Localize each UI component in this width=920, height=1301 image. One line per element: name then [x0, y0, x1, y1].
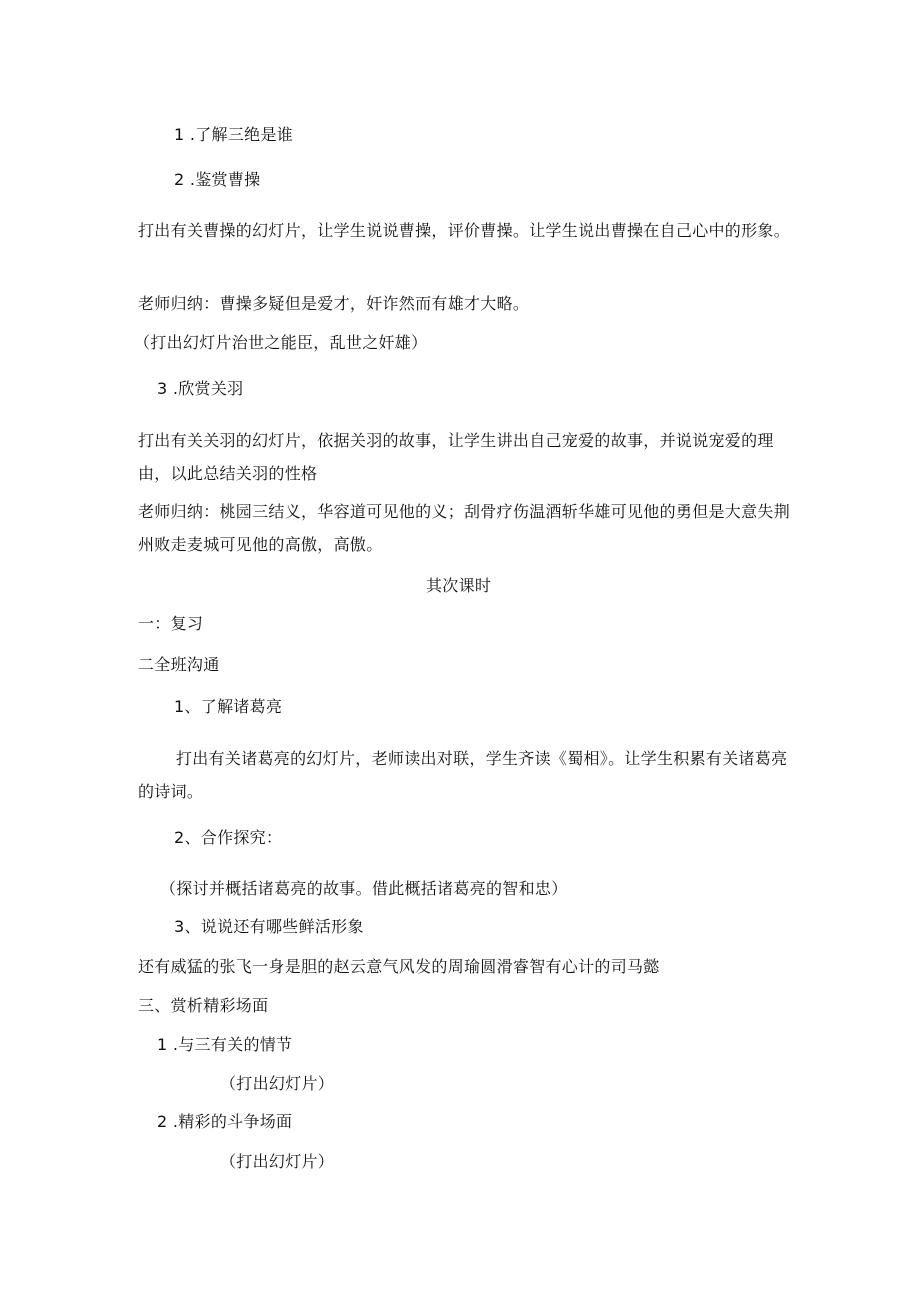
others-line: 还有威猛的张飞一身是胆的赵云意气风发的周瑜圆滑睿智有心计的司马懿	[138, 957, 660, 976]
guan-intro-paragraph: 打出有关关羽的幻灯片，依据关羽的故事，让学生讲出自己宠爱的故事，并说说宠爱的理由，以此总结关羽的性格	[138, 431, 774, 483]
section-3-heading: 三、赏析精彩场面	[138, 996, 269, 1015]
cao-slide-note: （打出幻灯片治世之能臣，乱世之奸雄）	[134, 333, 428, 352]
list-item-2: 2 .鉴赏曹操	[174, 170, 261, 189]
explore-note: （探讨并概括诸葛亮的故事。借此概括诸葛亮的智和忠）	[160, 879, 568, 898]
section-1-heading: 一：复习	[138, 614, 204, 633]
scene-item-1: 1 .与三有关的情节	[157, 1035, 293, 1054]
scene-item-2-note: （打出幻灯片）	[220, 1152, 335, 1171]
lesson-title: 其次课时	[426, 576, 492, 595]
scene-item-2: 2 .精彩的斗争场面	[157, 1112, 293, 1131]
cao-summary: 老师归纳：曹操多疑但是爱才，奸诈然而有雄才大略。	[138, 294, 530, 313]
zhuge-intro-paragraph: 打出有关诸葛亮的幻灯片，老师读出对联，学生齐读《蜀相》。让学生积累有关诸葛亮的诗词。	[138, 749, 788, 801]
list-item-1: 1 .了解三绝是谁	[174, 125, 294, 144]
cao-intro-paragraph: 打出有关曹操的幻灯片，让学生说说曹操，评价曹操。让学生说出曹操在自己心中的形象。	[138, 221, 791, 240]
list-item-3: 3 .欣赏关羽	[157, 379, 244, 398]
subitem-1: 1、了解诸葛亮	[174, 697, 283, 716]
section-2-heading: 二全班沟通	[138, 655, 220, 674]
guan-summary-paragraph: 老师归纳：桃园三结义，华容道可见他的义；刮骨疗伤温酒斩华雄可见他的勇但是大意失荆州败走麦城可见他的高傲，高傲。	[138, 502, 791, 554]
scene-item-1-note: （打出幻灯片）	[220, 1074, 335, 1093]
subitem-3: 3、说说还有哪些鲜活形象	[174, 917, 364, 936]
subitem-2: 2、合作探究：	[174, 828, 283, 847]
